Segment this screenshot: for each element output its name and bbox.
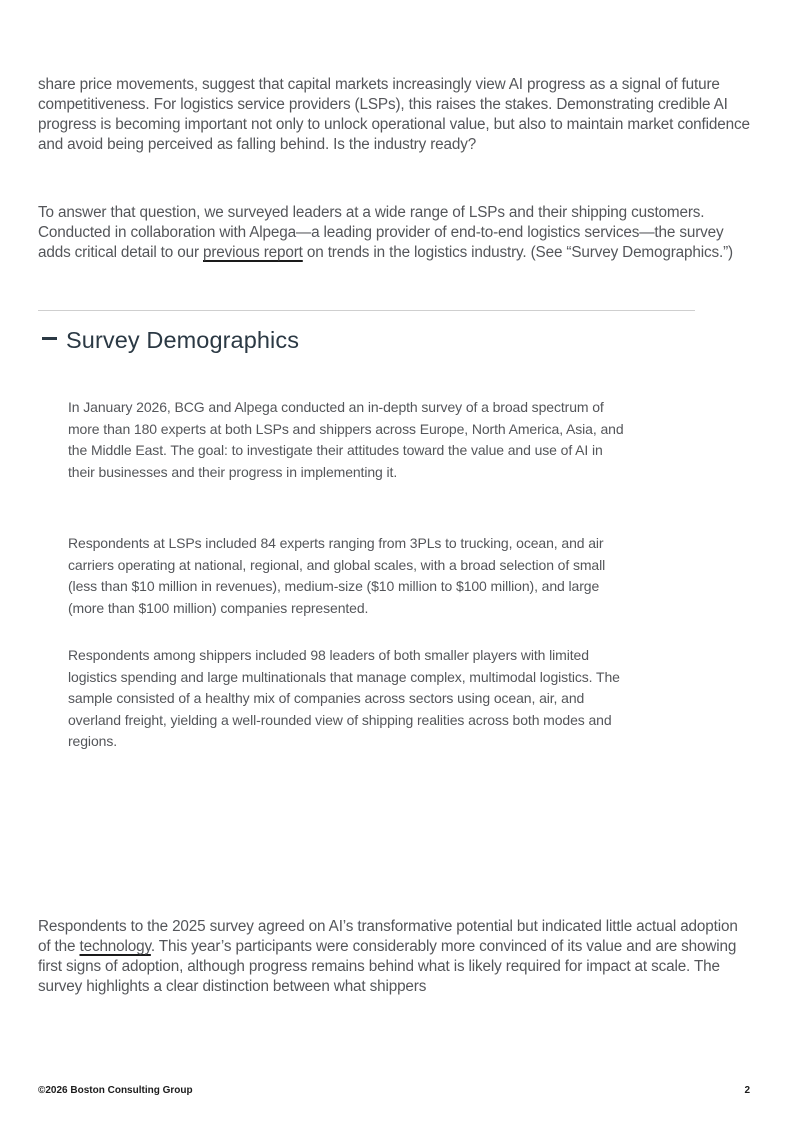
- sidebar-heading: [42, 327, 299, 354]
- page-number: 2: [744, 1085, 750, 1096]
- sidebar-title: Survey Demographics: [66, 327, 300, 353]
- technology-link[interactable]: technology: [79, 937, 151, 955]
- sidebar-paragraph-2: Respondents at LSPs included 84 experts ranging from 3PLs to trucking, ocean, and air carriers operating at national, regional, and global scales, with a broad selection of small (less than $10 million in revenues), medium-size ($10 million to $100 million), and large (more than $100 million) companies represented.: [68, 535, 606, 616]
- closing-paragraph-text-before: Respondents to the 2025 survey agreed on AI’s transformative potential but indicated little actual adoption of the: [38, 918, 738, 955]
- footer-copyright: ©2026 Boston Consulting Group: [38, 1085, 193, 1096]
- intro-paragraph-2-text-before: To answer that question, we surveyed leaders at a wide range of LSPs and their shipping customers. Conducted in collaboration with Alpega—a leading provider of end-to-end logistics services—the survey adds critical detail to our: [38, 204, 724, 261]
- intro-paragraph-2: [38, 203, 752, 263]
- sidebar-paragraph-3: Respondents among shippers included 98 leaders of both smaller players with limited logistics spending and large multinationals that manage complex, multimodal logistics. The sample consisted of a healthy mix of companies across sectors using ocean, air, and overland freight, yielding a well-rounded view of shipping realities across both modes and regions.: [68, 647, 620, 750]
- previous-report-link[interactable]: previous report: [203, 243, 303, 261]
- minus-icon[interactable]: [42, 337, 57, 340]
- closing-paragraph: [38, 917, 752, 997]
- section-divider: [38, 310, 695, 311]
- intro-paragraph-1: share price movements, suggest that capital markets increasingly view AI progress as a signal of future competitiveness. For logistics service providers (LSPs), this raises the stakes. Demonstrating credible AI progress is becoming important not only to unlock operational value, but also to maintain market confidence and avoid being perceived as falling behind. Is the industry ready?: [38, 76, 750, 153]
- closing-paragraph-text-after: . This year’s participants were considerably more convinced of its value and are showing first signs of adoption, although progress remains behind what is likely required for impact at scale. The survey highlights a clear distinction between what shippers: [38, 937, 737, 995]
- intro-paragraph-2-text-after: on trends in the logistics industry. (See “Survey Demographics.”): [302, 243, 733, 261]
- sidebar-paragraph-1: In January 2026, BCG and Alpega conducted an in-depth survey of a broad spectrum of more than 180 experts at both LSPs and shippers across Europe, North America, Asia, and the Middle East. The goal: to investigate their attitudes toward the value and use of AI in their businesses and their progress in implementing it.: [68, 399, 624, 480]
